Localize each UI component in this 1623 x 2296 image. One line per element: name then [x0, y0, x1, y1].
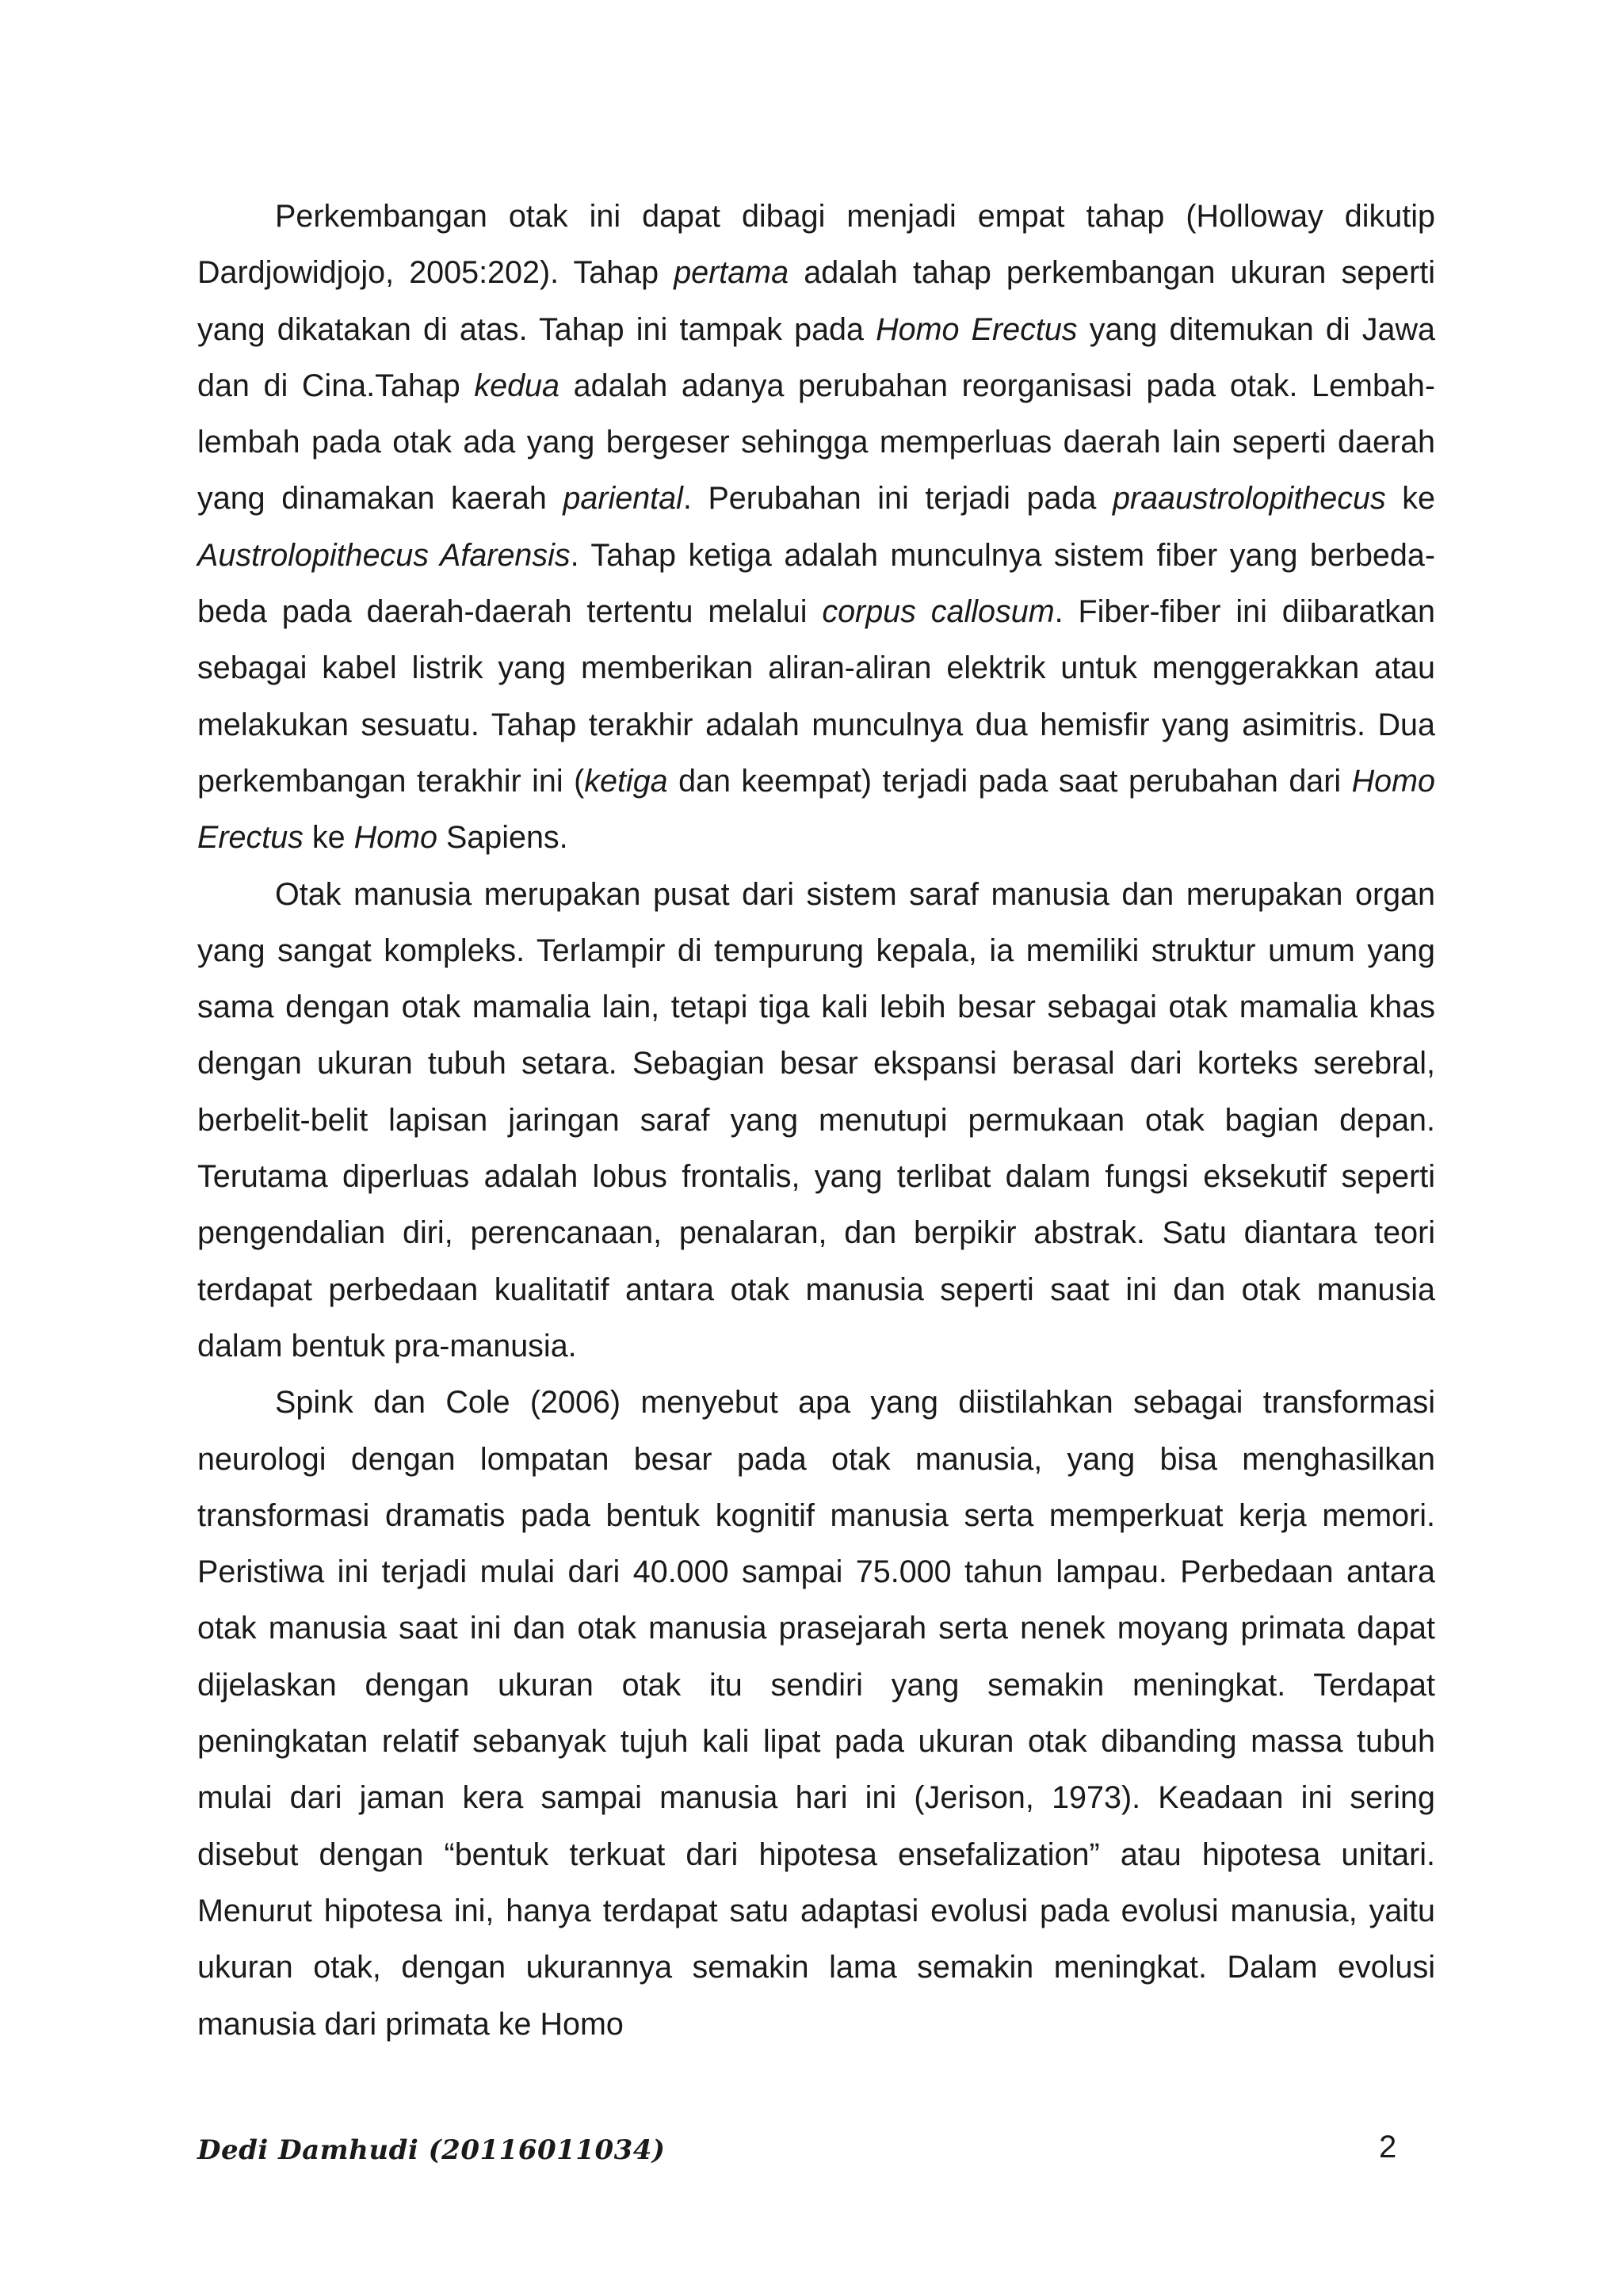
paragraph-1 — [197, 189, 1435, 867]
text-run: ke — [1385, 481, 1436, 517]
text-run: dan keempat) terjadi pada saat perubahan dari — [667, 763, 1352, 799]
italic-term: Homo Erectus — [876, 311, 1078, 347]
italic-term: pariental — [563, 481, 683, 517]
paragraph-3 — [197, 1375, 1435, 2053]
text-run: Spink dan Cole (2006) menyebut apa yang diistilahkan sebagai transformasi neurologi dengan lompatan besar pada otak manusia, yang bisa menghasilkan transformasi dramatis pada bentuk kognitif manusia serta memperkuat kerja memori. Peristiwa ini terjadi mulai dari 40.000 sampai 75.000 tahun lampau. Perbedaan antara otak manusia saat ini dan otak manusia prasejarah serta nenek moyang primata dapat dijelaskan dengan ukuran otak itu sendiri yang semakin meningkat. Terdapat peningkatan relatif sebanyak tujuh kali lipat pada ukuran otak dibanding massa tubuh mulai dari jaman kera sampai manusia hari ini (Jerison, 1973). Keadaan ini sering disebut dengan “bentuk terkuat dari hipotesa ensefalization” atau hipotesa unitari. Menurut hipotesa ini, hanya terdapat satu adaptasi evolusi pada evolusi manusia, yaitu ukuran otak, dengan ukurannya semakin lama semakin meningkat. Dalam evolusi manusia dari primata ke Homo — [197, 1385, 1435, 2042]
italic-term: Homo Erectus — [197, 763, 1435, 856]
text-run: . Fiber-fiber ini diibaratkan sebagai kabel listrik yang memberikan aliran-aliran elektrik untuk menggerakkan atau melakukan sesuatu. Tahap terakhir adalah munculnya dua hemisfir yang asimitris. Dua perkembangan terakhir ini ( — [197, 594, 1435, 799]
italic-term: Austrolopithecus Afarensis — [197, 537, 571, 573]
text-run: Perkembangan otak ini dapat dibagi menjadi empat tahap (Holloway dikutip Dardjowidjojo, 2005:202). Tahap — [197, 199, 1435, 291]
text-run: adalah tahap perkembangan ukuran seperti yang dikatakan di atas. Tahap ini tampak pada — [197, 255, 1435, 347]
italic-term: ketiga — [584, 763, 668, 799]
text-run: . Tahap ketiga adalah munculnya sistem fiber yang berbeda-beda pada daerah-daerah tertentu melalui — [197, 537, 1435, 630]
italic-term: pertama — [674, 255, 789, 291]
text-run: adalah adanya perubahan reorganisasi pada otak. Lembah-lembah pada otak ada yang bergeser sehingga memperluas daerah lain seperti daerah yang dinamakan kaerah — [197, 368, 1436, 517]
body-text — [197, 189, 1435, 2053]
italic-term: Homo — [353, 820, 437, 856]
text-run: ke — [303, 820, 354, 856]
text-run: yang ditemukan di Jawa dan di Cina.Tahap — [197, 311, 1435, 403]
page-number: 2 — [1379, 2130, 1397, 2164]
footer-author: Dedi Damhudi (20116011034) — [197, 2134, 666, 2166]
italic-term: corpus callosum — [822, 594, 1055, 630]
text-run: Sapiens. — [437, 820, 568, 856]
text-run: . Perubahan ini terjadi pada — [682, 481, 1113, 517]
italic-term: praaustrolopithecus — [1112, 481, 1386, 517]
text-run: Otak manusia merupakan pusat dari sistem saraf manusia dan merupakan organ yang sangat kompleks. Terlampir di tempurung kepala, ia memiliki struktur umum yang sama dengan otak mamalia lain, tetapi tiga kali lebih besar sebagai otak mamalia khas dengan ukuran tubuh setara. Sebagian besar ekspansi berasal dari korteks serebral, berbelit-belit lapisan jaringan saraf yang menutupi permukaan otak bagian depan. Terutama diperluas adalah lobus frontalis, yang terlibat dalam fungsi eksekutif seperti pengendalian diri, perencanaan, penalaran, dan berpikir abstrak. Satu diantara teori terdapat perbedaan kualitatif antara otak manusia seperti saat ini dan otak manusia dalam bentuk pra-manusia. — [197, 876, 1435, 1363]
paragraph-2 — [197, 867, 1435, 1375]
italic-term: kedua — [474, 368, 559, 403]
